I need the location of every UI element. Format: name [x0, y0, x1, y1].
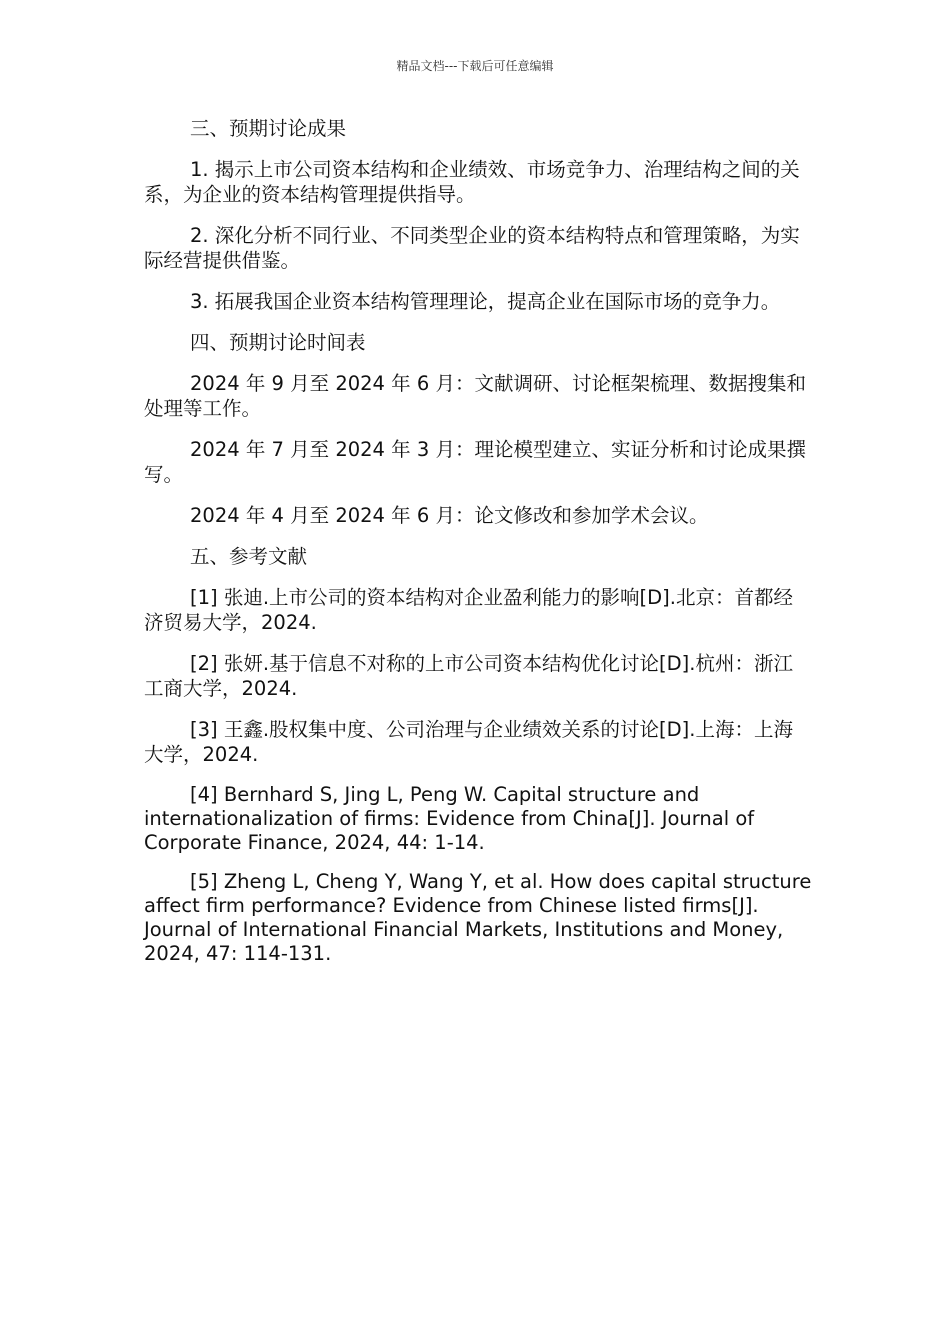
- reference-item: [1] 张迪.上市公司的资本结构对企业盈利能力的影响[D].北京：首都经济贸易大学，2024.: [144, 586, 793, 634]
- outcome-item: 1. 揭示上市公司资本结构和企业绩效、市场竞争力、治理结构之间的关系，为企业的资本结构管理提供指导。: [144, 158, 800, 206]
- section-heading-outcomes: 三、预期讨论成果: [190, 117, 347, 140]
- schedule-item: 2024 年 9 月至 2024 年 6 月：文献调研、讨论框架梳理、数据搜集和处理等工作。: [144, 372, 806, 420]
- outcome-item: 3. 拓展我国企业资本结构管理理论，提高企业在国际市场的竞争力。: [190, 290, 781, 313]
- schedule-item: 2024 年 7 月至 2024 年 3 月：理论模型建立、实证分析和讨论成果撰写。: [144, 438, 806, 486]
- outcome-item: 2. 深化分析不同行业、不同类型企业的资本结构特点和管理策略，为实际经营提供借鉴。: [144, 224, 800, 272]
- page-header: 精品文档---下载后可任意编辑: [396, 59, 554, 73]
- reference-item: [4] Bernhard S, Jing L, Peng W. Capital structure and internationalization of firms: Evidence from China[J]. Journal of Corporate Finance, 2024, 44: 1-14.: [144, 783, 755, 854]
- reference-item: [3] 王鑫.股权集中度、公司治理与企业绩效关系的讨论[D].上海：上海大学，2024.: [144, 718, 793, 766]
- schedule-item: 2024 年 4 月至 2024 年 6 月：论文修改和参加学术会议。: [190, 504, 709, 527]
- reference-item: [5] Zheng L, Cheng Y, Wang Y, et al. How does capital structure affect firm performance? Evidence from Chinese listed firms[J]. Journal of International Financial Markets, Institutions and Money, 2024, 47: 114-131.: [144, 870, 812, 965]
- reference-item: [2] 张妍.基于信息不对称的上市公司资本结构优化讨论[D].杭州：浙江工商大学，2024.: [144, 652, 793, 700]
- section-heading-references: 五、参考文献: [190, 545, 308, 568]
- document-body: [144, 116, 812, 981]
- section-heading-schedule: 四、预期讨论时间表: [190, 331, 366, 354]
